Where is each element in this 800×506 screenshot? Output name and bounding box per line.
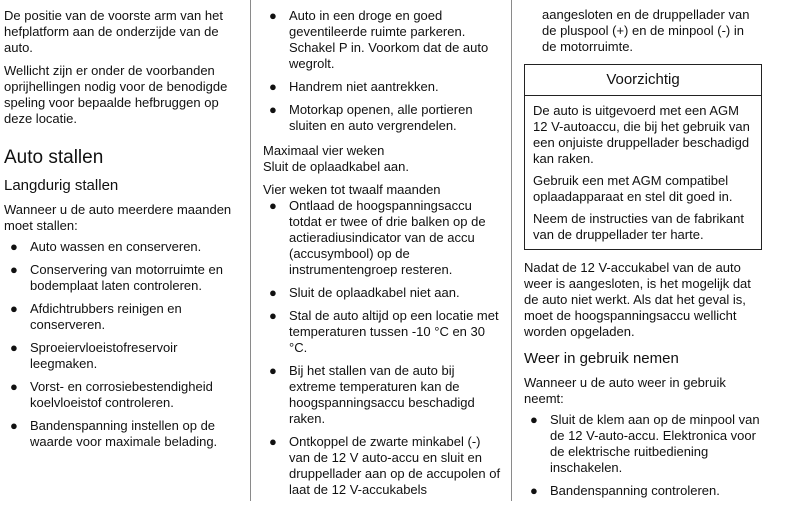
- list-item-text: Motorkap openen, alle portieren sluiten en auto vergrendelen.: [289, 102, 473, 133]
- section-title: Auto stallen: [4, 147, 104, 168]
- list-item-text: Bij het stallen van de auto bij extreme temperaturen kan de hoogspanningsaccu beschadigd raken.: [289, 363, 475, 426]
- bullet-list-storage-prep: [263, 8, 501, 134]
- bullet-icon: ●: [10, 301, 18, 316]
- paragraph-lift-position: De positie van de voorste arm van het hefplatform aan de onderzijde van de auto.: [4, 8, 223, 55]
- list-item: [263, 8, 501, 72]
- paragraph-weer-intro: Wanneer u de auto weer in gebruik neemt:: [524, 375, 726, 406]
- list-item-text: Bandenspanning instellen op de waarde voor maximale belading.: [30, 418, 218, 449]
- list-item-text: Ontlaad de hoogspanningsaccu totdat er twee of drie balken op de actieradiusindicator van de accu (accusymbool) op de instrumentengroep resteren.: [289, 198, 486, 277]
- bullet-list-langdurig: [4, 239, 242, 450]
- paragraph-after-reconnect: Nadat de 12 V-accukabel van de auto weer is aangesloten, is het mogelijk dat de auto niet werkt. Als dat het geval is, moet de hoogspanningsaccu wellicht worden opgeladen.: [524, 260, 751, 339]
- paragraph-ramps: Wellicht zijn er onder de voorbanden oprijhellingen nodig voor de benodigde speling voor bepaalde hefbruggen op deze locatie.: [4, 63, 228, 126]
- subsection-title: Langdurig stallen: [4, 177, 119, 194]
- caution-paragraph-charger: Gebruik een met AGM compatibel oplaadapparaat en stel dit goed in.: [533, 173, 733, 204]
- bullet-icon: ●: [10, 262, 18, 277]
- list-item-text: Sproeiervloeistofreservoir leegmaken.: [30, 340, 178, 371]
- list-item: [4, 418, 242, 450]
- column-divider-right: [511, 0, 512, 501]
- caution-paragraph-instructions: Neem de instructies van de fabrikant van de druppellader ter harte.: [533, 211, 744, 242]
- list-item: [263, 308, 501, 356]
- bullet-icon: ●: [269, 285, 277, 300]
- list-item-text: Vorst- en corrosiebestendigheid koelvloeistof controleren.: [30, 379, 213, 410]
- bullet-icon: ●: [530, 412, 538, 427]
- column-1: [4, 8, 242, 457]
- list-item: [263, 285, 501, 301]
- column-2: [263, 8, 501, 505]
- paragraph-max-four-weeks: Sluit de oplaadkabel aan.: [263, 159, 410, 174]
- list-item-text: Auto in een droge en goed geventileerde ruimte parkeren. Schakel P in. Voorkom dat de auto wegrolt.: [289, 8, 489, 71]
- bullet-icon: ●: [269, 8, 277, 23]
- list-item-text: Sluit de oplaadkabel niet aan.: [289, 285, 460, 300]
- heading-weer-in-gebruik: Weer in gebruik nemen: [524, 350, 679, 367]
- caution-box: [524, 64, 762, 250]
- list-item-text: Handrem niet aantrekken.: [289, 79, 439, 94]
- caution-title: Voorzichtig: [525, 65, 761, 96]
- list-item-text: Sluit de klem aan op de minpool van de 12 V-auto-accu. Elektronica voor de elektrische ruitbediening inschakelen.: [550, 412, 760, 475]
- heading-max-four-weeks: Maximaal vier weken: [263, 143, 385, 158]
- heading-four-to-twelve-months: Vier weken tot twaalf maanden: [263, 182, 441, 197]
- caution-paragraph-agm: De auto is uitgevoerd met een AGM 12 V-autoaccu, die bij het gebruik van een onjuiste druppellader beschadigd kan raken.: [533, 103, 750, 166]
- list-item-text: Stal de auto altijd op een locatie met temperaturen tussen -10 °C en 30 °C.: [289, 308, 499, 355]
- list-item-text: Auto wassen en conserveren.: [30, 239, 202, 254]
- list-item-text: Conservering van motorruimte en bodemplaat laten controleren.: [30, 262, 223, 293]
- list-item: [4, 239, 242, 255]
- list-item: [263, 434, 501, 498]
- list-item: [524, 412, 762, 476]
- bullet-icon: ●: [10, 239, 18, 254]
- bullet-icon: ●: [269, 308, 277, 323]
- bullet-icon: ●: [269, 434, 277, 449]
- list-item: [4, 379, 242, 411]
- caution-body: [525, 96, 761, 243]
- list-item-text: Bandenspanning controleren.: [550, 483, 720, 498]
- bullet-list-weer: [524, 412, 762, 499]
- bullet-icon: ●: [10, 418, 18, 433]
- bullet-icon: ●: [269, 198, 277, 213]
- list-item: [263, 198, 501, 278]
- bullet-icon: ●: [10, 340, 18, 355]
- list-item: [4, 301, 242, 333]
- bullet-icon: ●: [10, 379, 18, 394]
- column-3: [524, 7, 762, 506]
- paragraph-langdurig-intro: Wanneer u de auto meerdere maanden moet stallen:: [4, 202, 232, 233]
- paragraph-continued: aangesloten en de druppellader van de pluspool (+) en de minpool (-) in de motorruimte.: [542, 7, 750, 54]
- column-divider-left: [250, 0, 251, 501]
- list-item: [263, 363, 501, 427]
- bullet-list-long-storage: [263, 198, 501, 498]
- list-item: [263, 79, 501, 95]
- bullet-icon: ●: [269, 102, 277, 117]
- list-item: [4, 262, 242, 294]
- list-item: [524, 483, 762, 499]
- list-item: [263, 102, 501, 134]
- list-item-text: Ontkoppel de zwarte minkabel (-) van de 12 V auto-accu en sluit en druppellader aan op de accupolen of laat de 12 V-accukabels: [289, 434, 501, 497]
- list-item: [4, 340, 242, 372]
- bullet-icon: ●: [269, 363, 277, 378]
- bullet-icon: ●: [530, 483, 538, 498]
- bullet-icon: ●: [269, 79, 277, 94]
- list-item-text: Afdichtrubbers reinigen en conserveren.: [30, 301, 182, 332]
